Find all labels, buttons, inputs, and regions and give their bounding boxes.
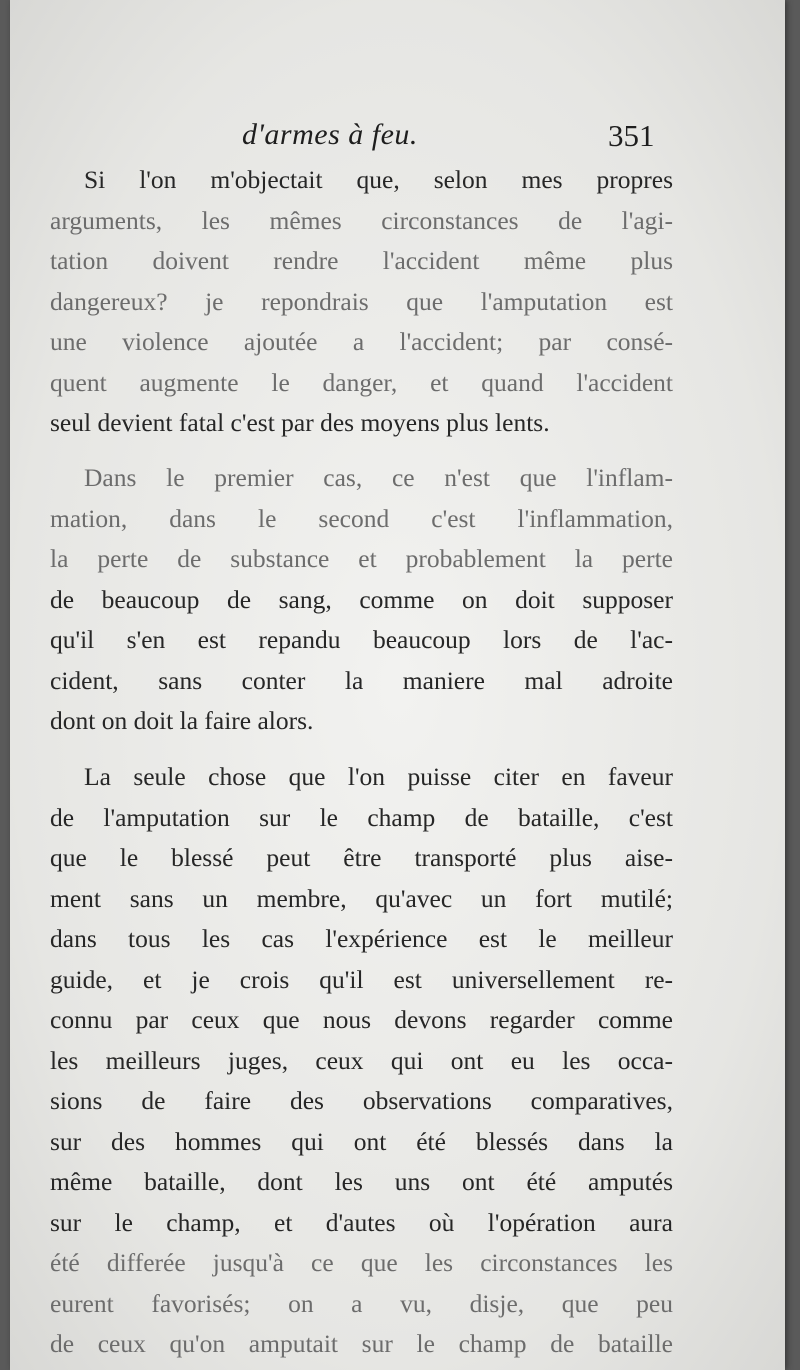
paragraph-2-line-1: Dans le premier cas, ce n'est que l'inflam- <box>84 463 673 492</box>
paragraph-2-line-6: cident, sans conter la maniere mal adroite <box>50 665 673 695</box>
paragraph-1-line-6: quent augmente le danger, et quand l'accident <box>50 367 673 397</box>
paragraph-1-line-2: arguments, les mêmes circonstances de l'agi- <box>50 205 673 235</box>
paragraph-3-line-5: dans tous les cas l'expérience est le meilleur <box>50 924 673 953</box>
paragraph-2-line-3: la perte de substance et probablement la perte <box>50 544 673 573</box>
paragraph-1-line-3: tation doivent rendre l'accident même plus <box>50 246 673 275</box>
paragraph-3-line-7: connu par ceux que nous devons regarder comme <box>50 1005 673 1034</box>
paragraph-3-line-3: que le blessé peut être transporté plus aise- <box>50 843 673 872</box>
paragraph-3-line-4: ment sans un membre, qu'avec un fort mutilé; <box>50 883 673 913</box>
paragraph-3-line-15: de ceux qu'on amputait sur le champ de bataille <box>50 1329 673 1358</box>
paragraph-1-line-1: Si l'on m'objectait que, selon mes propres <box>84 165 673 194</box>
paragraph-3-line-1: La seule chose que l'on puisse citer en faveur <box>84 762 673 791</box>
paragraph-1-line-7: seul devient fatal c'est par des moyens plus lents. <box>50 408 550 437</box>
paragraph-3-line-6: guide, et je crois qu'il est universellement re- <box>50 964 673 994</box>
paragraph-3-line-13: été differée jusqu'à ce que les circonstances les <box>50 1248 673 1277</box>
paragraph-2-line-5: qu'il s'en est repandu beaucoup lors de l'ac- <box>50 625 673 654</box>
paragraph-3-line-14: eurent favorisés; on a vu, disje, que peu <box>50 1288 673 1318</box>
paragraph-3 <box>50 757 673 1365</box>
paragraph-2-line-7: dont on doit la faire alors. <box>50 706 314 735</box>
paragraph-3-line-8: les meilleurs juges, ceux qui ont eu les occa- <box>50 1045 673 1075</box>
paragraph-2-line-2: mation, dans le second c'est l'inflammation, <box>50 503 673 533</box>
paragraph-2 <box>50 458 673 742</box>
paragraph-1-line-4: dangereux? je repondrais que l'amputation est <box>50 286 673 316</box>
book-page <box>10 0 785 1370</box>
running-head: d'armes à feu. <box>242 118 418 151</box>
paragraph-1 <box>50 160 673 444</box>
page-number: 351 <box>608 118 655 153</box>
paragraph-3-line-9: sions de faire des observations comparatives, <box>50 1086 673 1115</box>
paragraph-1-line-5: une violence ajoutée a l'accident; par consé- <box>50 327 673 356</box>
paragraph-2-line-4: de beaucoup de sang, comme on doit supposer <box>50 584 673 614</box>
paragraph-3-line-10: sur des hommes qui ont été blessés dans la <box>50 1126 673 1156</box>
paragraph-3-line-11: même bataille, dont les uns ont été amputés <box>50 1167 673 1196</box>
paragraph-3-line-2: de l'amputation sur le champ de bataille, c'est <box>50 802 673 832</box>
paragraph-3-line-12: sur le champ, et d'autes où l'opération aura <box>50 1207 673 1237</box>
